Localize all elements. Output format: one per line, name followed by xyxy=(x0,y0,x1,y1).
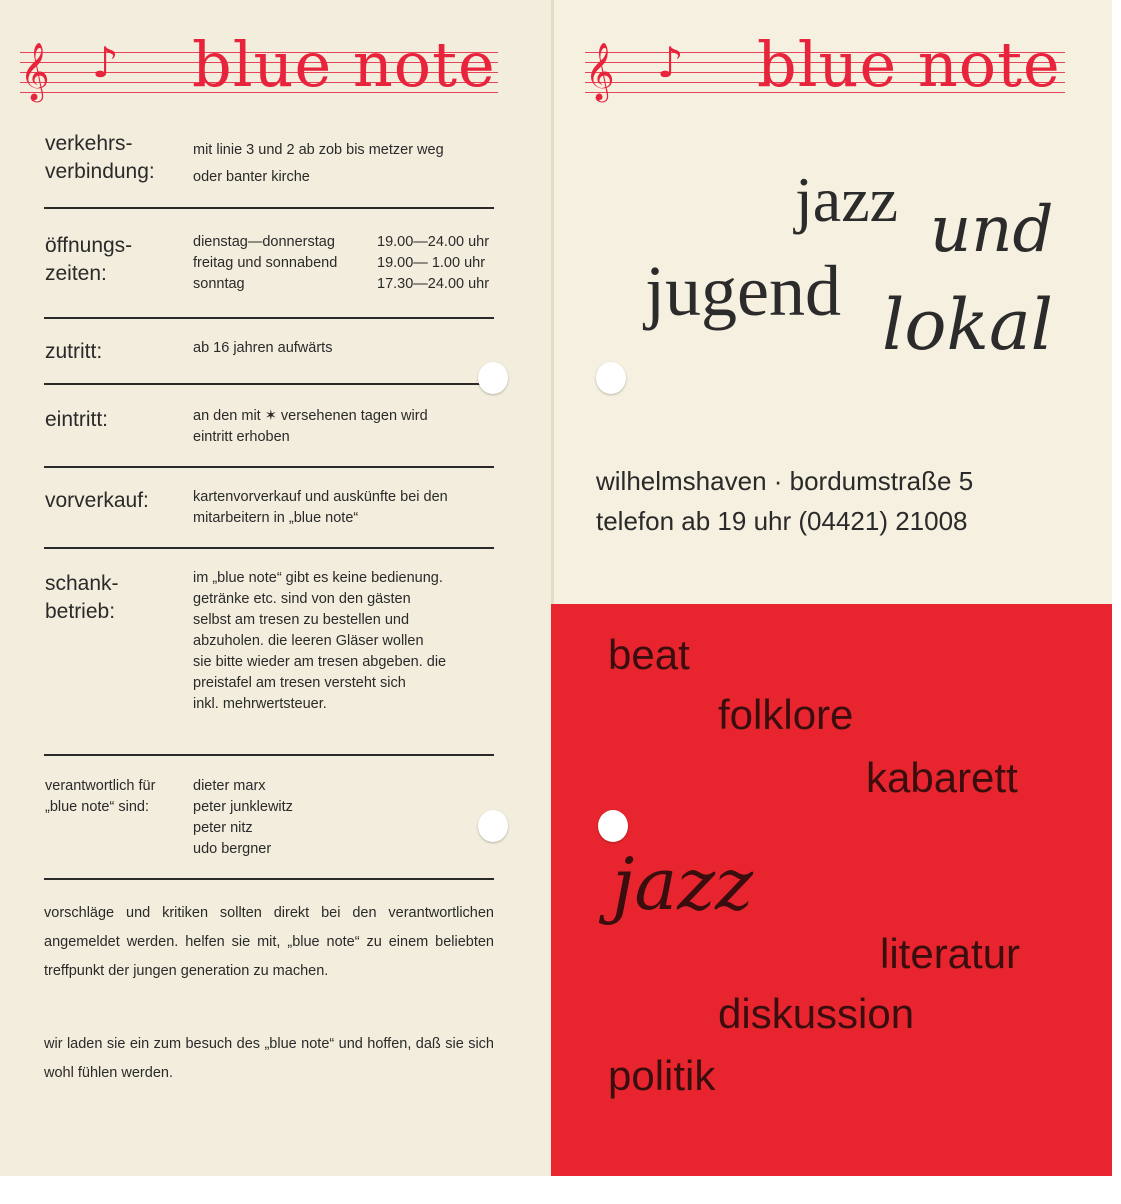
eighth-note-icon: ♪ xyxy=(92,38,119,87)
keyword-literatur: literatur xyxy=(880,930,1021,977)
label-vorverkauf: vorverkauf: xyxy=(45,489,149,512)
divider xyxy=(44,547,494,549)
text-vorverkauf: kartenvorverkauf und auskünfte bei den mitarbeitern in „blue note“ xyxy=(193,489,448,526)
punch-hole xyxy=(596,362,626,394)
divider xyxy=(44,317,494,319)
keyword-politik: politik xyxy=(608,1052,716,1099)
label-schankbetrieb: schank- betrieb: xyxy=(45,572,119,623)
brand-title: blue note xyxy=(192,28,496,101)
divider xyxy=(44,754,494,756)
phone-line: telefon ab 19 uhr (04421) 21008 xyxy=(596,506,968,536)
label-eintritt: eintritt: xyxy=(45,408,109,431)
punch-hole xyxy=(478,362,508,394)
treble-clef-icon: 𝄞 xyxy=(585,42,615,100)
heading-jugend: jugend xyxy=(645,251,841,331)
heading-lokal: lokal xyxy=(882,284,1054,366)
punch-hole xyxy=(478,810,508,842)
text-verkehrsverbindung: mit linie 3 und 2 ab zob bis metzer weg oder banter kirche xyxy=(193,142,444,185)
keyword-diskussion: diskussion xyxy=(718,990,915,1037)
label-zutritt: zutritt: xyxy=(45,340,103,363)
star-icon: ✶ xyxy=(264,408,277,424)
hours-day: freitag und sonnabend xyxy=(193,255,338,271)
hours-day: sonntag xyxy=(193,276,245,292)
heading-jazz: jazz xyxy=(795,164,898,235)
staff-header-right xyxy=(585,28,1065,104)
divider xyxy=(44,383,494,385)
staff-header-left xyxy=(20,28,498,104)
hours-time: 17.30—24.00 uhr xyxy=(377,276,490,292)
text-schankbetrieb: im „blue note“ gibt es keine bedienung. getränke etc. sind von den gästen selbst am tresen zu bestellen und abzuholen. die leeren Gläser wollen sie bitte wieder am tresen abgeben. die preistafel am tresen versteht sich inkl. mehrwertsteuer. xyxy=(193,570,447,712)
text-zutritt: ab 16 jahren aufwärts xyxy=(193,340,333,356)
text-verantwortlich: dieter marx peter junklewitz peter nitz udo bergner xyxy=(193,778,293,857)
treble-clef-icon: 𝄞 xyxy=(20,42,50,100)
closing-paragraph-2: wir laden sie ein zum besuch des „blue note“ und hoffen, daß sie sich wohl fühlen werden. xyxy=(44,1036,494,1081)
keyword-kabarett: kabarett xyxy=(866,754,1018,801)
hours-day: dienstag—donnerstag xyxy=(193,234,335,250)
divider xyxy=(44,466,494,468)
punch-hole xyxy=(598,810,628,842)
hours-time: 19.00— 1.00 uhr xyxy=(377,255,486,271)
text-eintritt: an den mit ✶ versehenen tagen wird eintritt erhoben xyxy=(193,408,428,445)
hours-time: 19.00—24.00 uhr xyxy=(377,234,490,250)
keyword-jazz: jazz xyxy=(612,842,754,926)
label-oeffnungszeiten: öffnungs- zeiten: xyxy=(45,234,133,285)
keyword-beat: beat xyxy=(608,631,690,678)
brand-title: blue note xyxy=(757,28,1061,101)
keyword-folklore: folklore xyxy=(718,691,854,738)
closing-paragraph-1: vorschläge und kritiken sollten direkt bei den verantwortlichen angemeldet werden. helfen sie mit, „blue note“ zu einem beliebten treffpunkt der jungen generation zu machen. xyxy=(44,905,494,979)
divider xyxy=(44,207,494,209)
label-verantwortlich: verantwortlich für „blue note“ sind: xyxy=(45,778,156,815)
address-line: wilhelmshaven · bordumstraße 5 xyxy=(596,466,974,496)
divider xyxy=(44,878,494,880)
heading-und: und xyxy=(930,193,1054,267)
label-verkehrsverbindung: verkehrs- verbindung: xyxy=(45,132,155,183)
eighth-note-icon: ♪ xyxy=(657,38,684,87)
